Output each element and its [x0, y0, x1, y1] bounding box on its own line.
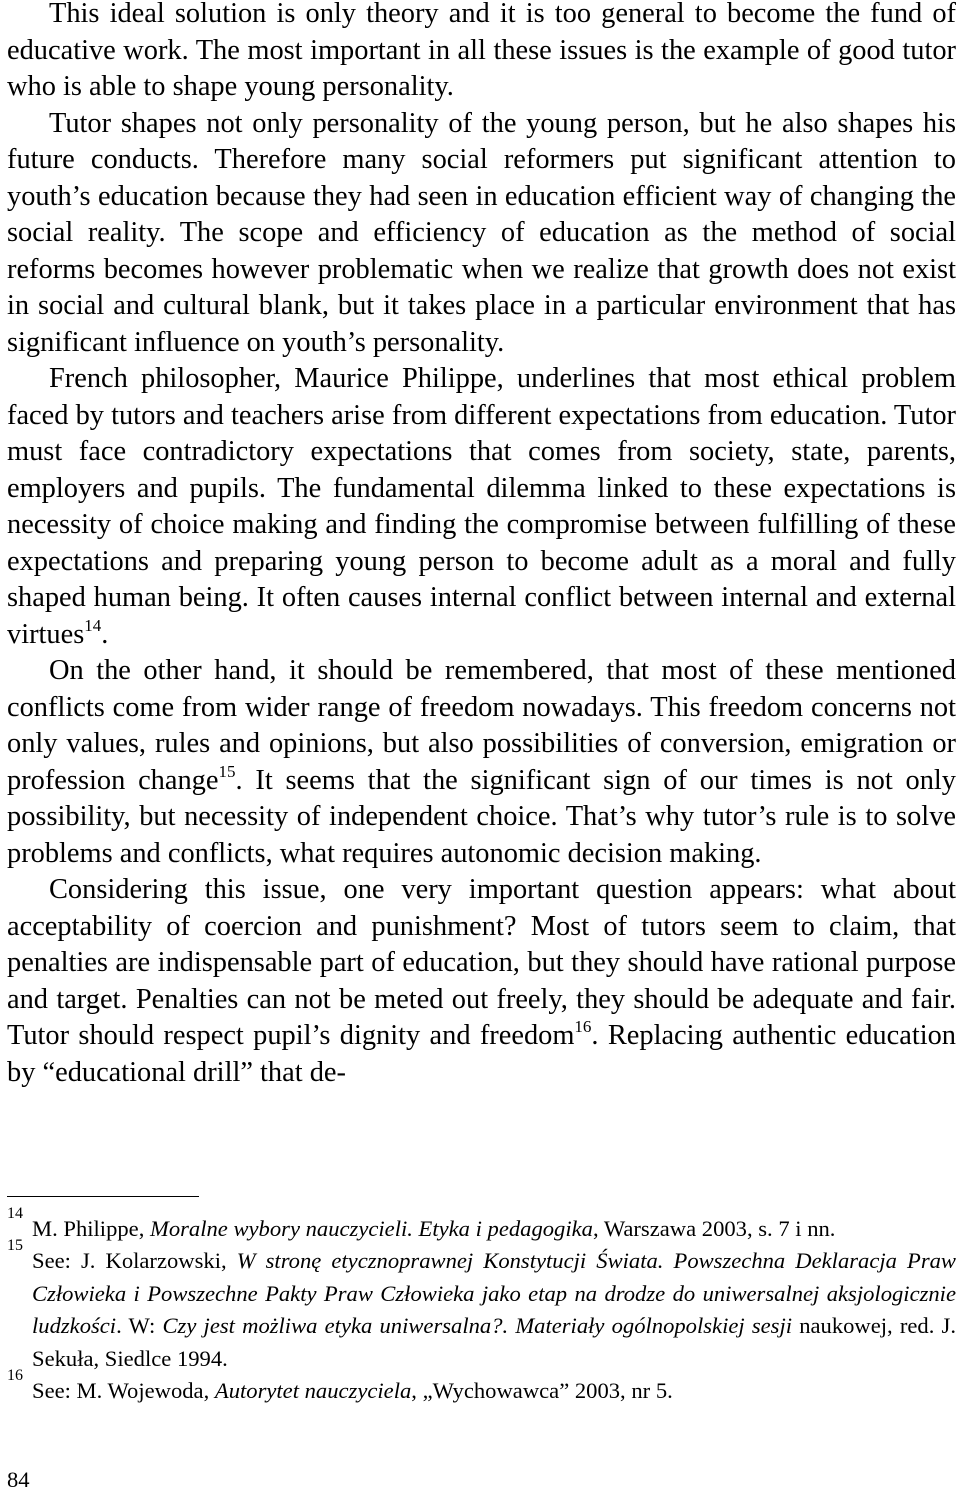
paragraph-text: French philosopher, Maurice Philippe, underlines that most ethical problem faced by tutors and teachers arise from different expectations from education. Tutor must face contradictory expectations that comes from society, state, parents, employers and pupils. The fundamental dilemma linked to these expectations is necessity of choice making and finding the compromise between fulfilling of these expectations and preparing young person to become adult as a moral and fully shaped human being. It often causes internal conflict between internal and external virtues [7, 363, 956, 650]
footnote [7, 1205, 956, 1245]
footnote-text: , Warszawa 2003, s. 7 i nn. [592, 1216, 836, 1241]
footnote-text: See: M. Wojewoda, [32, 1378, 215, 1404]
paragraph-text: Considering this issue, one very important question appears: what about acceptability of coercion and punishment? Most of tutors seem to claim, that penalties are indispensable part of education, but they should have rational purpose and target. Penalties can not be meted out freely, they should be adequate and fair. Tutor should respect pupil’s dignity and freedom [7, 874, 956, 1051]
footnote-separator [7, 1196, 199, 1197]
footnote [7, 1237, 956, 1375]
footnote-number: 14 [7, 1205, 23, 1222]
paragraph-text: This ideal solution is only theory and it is too general to become the fund of educative work. The most important in all these issues is the example of good tutor who is able to shape young personality. [7, 0, 956, 102]
footnote-title: Moralne wybory nauczycieli. Etyka i pedagogika [150, 1216, 593, 1241]
footnotes [7, 1205, 956, 1407]
footnote-text: See: J. Kolarzowski, [32, 1248, 237, 1274]
footnote-number: 16 [7, 1367, 23, 1385]
footnote-text: naukowej, red. J. Sekuła, Siedlce 1994. [32, 1313, 956, 1371]
footnote-title: Autorytet nauczyciela [214, 1378, 412, 1404]
paragraph [7, 361, 956, 653]
footnote-text: . W: [116, 1313, 163, 1339]
footnote-number: 15 [7, 1237, 23, 1255]
footnote-title: W stronę etycznoprawnej Konstytucji Świata. Powszechna Deklaracja Praw Człowieka i Powszechne Pakty Praw Człowieka jako etap na drodze do uniwersalnej aksjologicznie ludzkości [32, 1248, 956, 1339]
footnote-title: Czy jest możliwa etyka uniwersalna?. Materiały ogólnopolskiej sesji [162, 1313, 793, 1339]
paragraph [7, 872, 956, 1091]
paragraph-text: . It seems that the significant sign of our times is not only possibility, but necessity of independent choice. That’s why tutor’s rule is to solve problems and conflicts, what requires autonomic decision making. [7, 764, 956, 869]
paragraph-text: Tutor shapes not only personality of the young person, but he also shapes his future conducts. Therefore many social reformers put significant attention to youth’s education because they had seen in education efficient way of changing the social reality. The scope and efficiency of education as the method of social reforms becomes however problematic when we realize that growth does not exist in social and cultural blank, but it takes place in a particular environment that has significant influence on youth’s personality. [7, 107, 956, 358]
footnote [7, 1367, 956, 1407]
footnote-reference[interactable]: 15 [218, 761, 236, 781]
paragraph-text: On the other hand, it should be remembered, that most of these mentioned conflicts come from wider range of freedom nowadays. This freedom concerns not only values, rules and opinions, but also possibilities of conversion, emigration or profession change [7, 655, 956, 796]
body-text [7, 0, 956, 1091]
paragraph-text: . Replacing authentic education by “educational drill” that de- [7, 1020, 956, 1088]
paragraph [7, 653, 956, 872]
paragraph [7, 106, 956, 362]
paragraph-text: . [101, 618, 109, 650]
footnote-reference[interactable]: 14 [84, 615, 102, 635]
footnote-text: , „Wychowawca” 2003, nr 5. [411, 1378, 673, 1404]
page-number: 84 [7, 1467, 30, 1492]
paragraph [7, 0, 956, 106]
footnote-text: M. Philippe, [32, 1216, 150, 1241]
footnote-reference[interactable]: 16 [574, 1016, 592, 1036]
